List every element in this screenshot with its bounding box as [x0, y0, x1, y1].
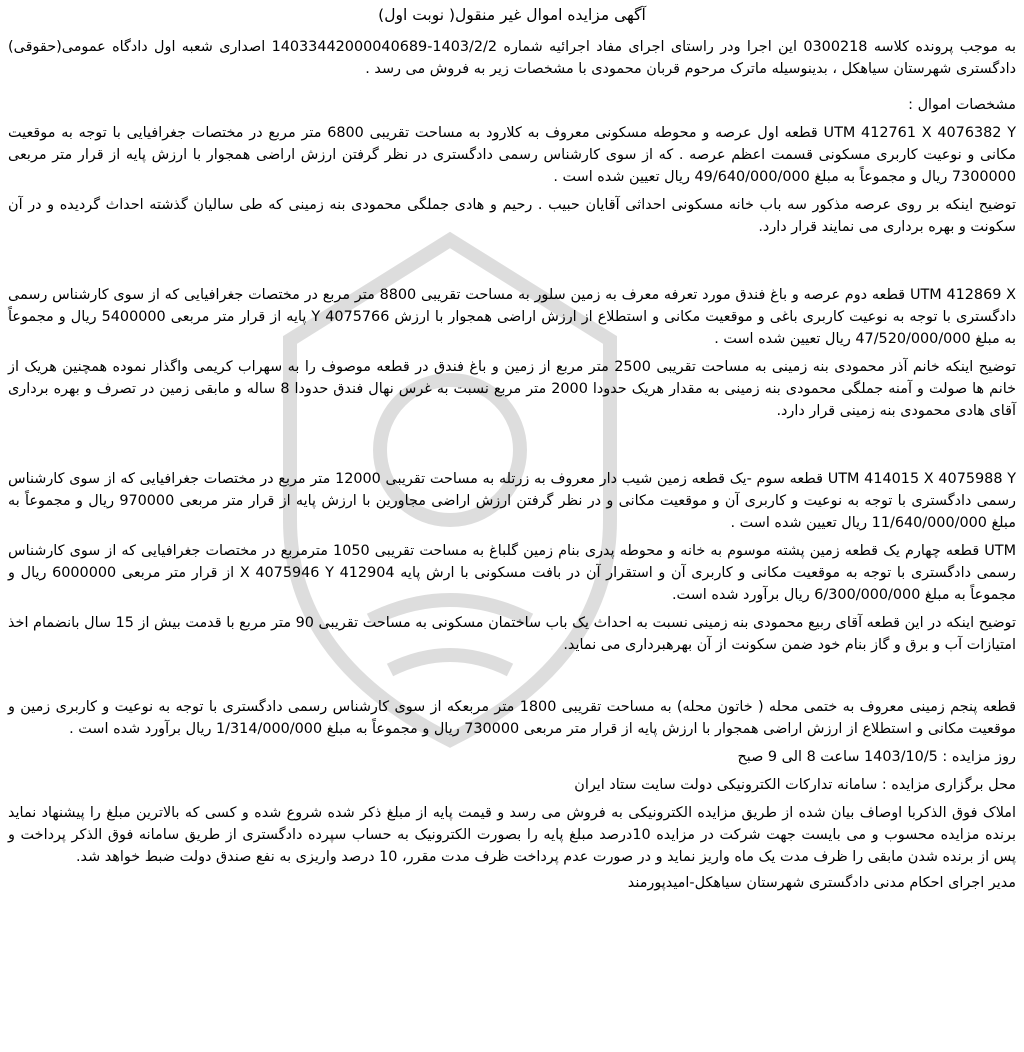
lot4-paragraph: UTM قطعه چهارم یک قطعه زمین پشته موسوم به خانه و محوطه پدری بنام زمین گلباغ به مساحت تقریبی 1050 مترمربع در مختصات جغرافیایی که از سوی کارشناس رسمی دادگستری با توجه به موقعیت مکانی و کاربری آن و استقرار آن در بافت مسکونی با ارش پایه 412904 X 4075946 Y از قرار متر مربعی 6000000 ریال و مجموعاً به مبلغ 6/300/000/000 ریال برآورد شده است. [8, 543, 1017, 603]
lot1-paragraph: UTM 412761 X 4076382 Y قطعه اول عرصه و محوطه مسکونی معروف به کلارود به مساحت تقریبی 6800 متر مربع در مختصات جغرافیایی با توجه به موقعیت مکانی و نوعیت کاربری مسکونی قسمت اعظم عرصه . که از سوی کارشناس رسمی دادگستری در نظر گرفتن ارزش اراضی همجوار با ارزش پایه از قرار متر مربعی 7300000 ریال و مجموعاً به مبلغ 49/640/000/000 ریال تعیین شده است . [8, 125, 1016, 185]
lot2-note: توضیح اینکه خانم آذر محمودی بنه زمینی به مساحت تقریبی 2500 متر مربع از زمین و باغ فندق در قطعه موصوف را به سهراب کریمی واگذار نموده همچنین هریک از خانم ها صولت و آمنه جملگی محمودی بنه زمینی به مقدار هریک حدودا 2000 متر مربع نسبت به غرس نهال فندق حدودا 8 ساله و مابقی زمین در تصرف و بهره برداری آقای هادی محمودی بنه زمینی قرار دارد. [8, 359, 1016, 419]
lot4-note: توضیح اینکه در این قطعه آقای ربیع محمودی بنه زمینی نسبت به احداث یک باب ساختمان مسکونی به مساحت تقریبی 90 متر مربع با قدمت بیش از 15 سال بانضمام اخذ امتیازات آب و برق و گاز بنام خود ضمن سکونت از آن بهرهبرداری می نماید. [8, 615, 1016, 653]
notice-title: آگهی مزایده اموال غیر منقول( نوبت اول) [378, 6, 646, 24]
terms-paragraph: املاک فوق الذکربا اوصاف بیان شده از طریق مزایده الکترونیکی به فروش می رسد و قیمت پایه از مبلغ ذکر شده شروع شده و کسی که بالاترین مبلغ را پیشنهاد نماید برنده مزایده محسوب و می بایست جهت شرکت در مزایده 10درصد مبلغ پایه را بصورت الکترونیک به حساب سپرده دادگستری از طریق سامانه فوق الذکر پرداخت و پس از برنده شدن مابقی را ظرف مدت یک ماه واریز نماید و در صورت عدم پرداخت ظرف مدت مقرر، 10 درصد واریزی به نفع صندق دولت ضبط خواهد شد. [8, 805, 1017, 865]
lot2-paragraph: UTM 412869 X قطعه دوم عرصه و باغ فندق مورد تعرفه معرف به زمین سلور به مساحت تقریبی 8800 متر مربع در مختصات جغرافیایی که از سوی کارشناس رسمی دادگستری با توجه به نوعیت کاربری باغی و موقعیت مکانی و استطلاع از ارزش اراضی همجوار با ارزش 4075766 Y پایه از قرار متر مربعی 5400000 ریال و مجموعاً به مبلغ 47/520/000/000 ریال تعیین شده است . [8, 287, 1017, 347]
auction-day: روز مزایده : 1403/10/5 ساعت 8 الی 9 صبح [737, 749, 1016, 765]
intro-paragraph: به موجب پرونده کلاسه 0300218 این اجرا ودر راستای اجرای مفاد اجرائیه شماره 1403/2/2-14033442000040689 اصداری شعبه اول دادگاه عمومی(حقوقی) دادگستری شهرستان سیاهکل ، بدینوسیله ماترک مرحوم قربان محمودی با مشخصات زیر به فروش می رسد . [8, 39, 1016, 77]
lot3-paragraph: UTM 414015 X 4075988 Y قطعه سوم -یک قطعه زمین شیب دار معروف به زرتله به مساحت تقریبی 12000 متر مربع در مختصات جغرافیایی که از سوی کارشناس رسمی دادگستری با توجه به نوعیت و کاربری آن و موقعیت مکانی و در نظر گرفتن ارزش اراضی مجاورین با ارزش پایه از قرار متر مربعی 970000 ریال و مجموعاً به مبلغ 11/640/000/000 ریال تعیین شده است . [8, 471, 1016, 531]
auction-place: محل برگزاری مزایده : سامانه تدارکات الکترونیکی دولت سایت ستاد ایران [574, 777, 1016, 793]
specs-heading: مشخصات اموال : [908, 97, 1016, 113]
signature-line: مدیر اجرای احکام مدنی دادگستری شهرستان سیاهکل-امیدپورمند [627, 875, 1016, 891]
lot1-note: توضیح اینکه بر روی عرصه مذکور سه باب خانه مسکونی احداثی آقایان حبیب . رحیم و هادی جملگی محمودی بنه زمینی که طی سالیان گذشته احداث گردیده و در آن سکونت و بهره برداری می نمایند قرار دارد. [8, 197, 1016, 235]
lot5-paragraph: قطعه پنجم زمینی معروف به ختمی محله ( خاتون محله) به مساحت تقریبی 1800 متر مربعکه از سوی کارشناس رسمی دادگستری با توجه به نوعیت و کاربری زمین و موقعیت مکانی و استطلاع از ارزش اراضی همجوار با ارزش پایه از قرار متر مربعی 730000 ریال و مجموعاً به مبلغ 1/314/000/000 ریال برآورد شده است . [8, 699, 1016, 737]
